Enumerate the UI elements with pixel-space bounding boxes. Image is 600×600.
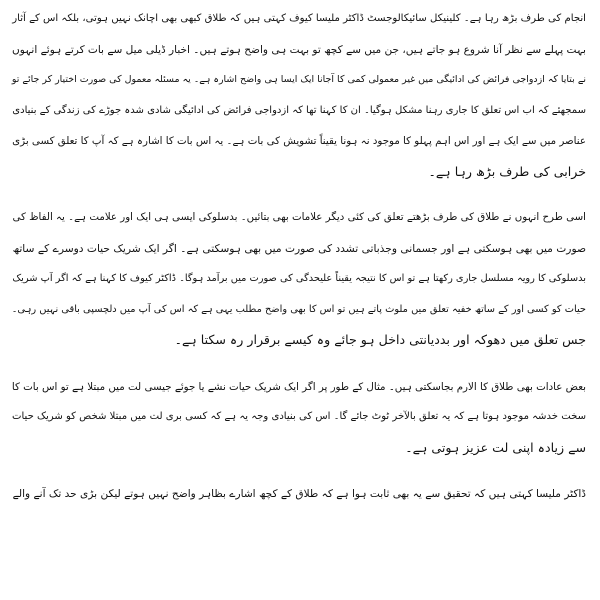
text-line: عناصر میں سے ایک ہے اور اس اہم پہلو کا موجود نہ ہونا یقیناً تشویش کی بات ہے۔ یہ اس بات کا اشارہ ہے کہ آپ کا تعلق کسی بڑی: [12, 135, 586, 147]
text-line: اسی طرح انہوں نے طلاق کی طرف بڑھتے تعلق کی کئی دیگر علامات بھی بتائیں۔ بدسلوکی ایسی ہی ایک اور علامت ہے۔ یہ الفاظ کی: [12, 212, 586, 223]
text-line: بہت پہلے سے نظر آنا شروع ہو جاتے ہیں، جن میں سے کچھ تو بہت ہی واضح ہوتے ہیں۔ اخبار ڈیلی میل سے بات کرتے ہوئے انہوں: [12, 43, 586, 56]
text-line: نے بتایا کہ ازدواجی فرائض کی ادائیگی میں غیر معمولی کمی کا آجانا ایک ایسا ہی واضح اشارہ ہے۔ یہ مسئلہ معمول کی صورت اختیار کر جائے تو: [11, 74, 586, 85]
text-line: حیات کو کسی اور کے ساتھ خفیہ تعلق میں ملوث پاتے ہیں تو اس کا بھی واضح مطلب یہی ہے کہ اس کی آپ میں دلچسپی باقی نہیں رہی۔: [11, 303, 586, 315]
paragraph-3: [12, 372, 586, 464]
paragraph-4: [12, 479, 586, 510]
paragraph-1: [12, 4, 586, 187]
text-line: صورت میں بھی ہوسکتی ہے اور جسمانی وجذباتی تشدد کی صورت میں بھی ہوسکتی ہے۔ اگر ایک شریک حیات دوسرے کے ساتھ: [12, 241, 586, 255]
text-line: سے زیادہ اپنی لت عزیز ہوتی ہے۔: [405, 439, 586, 455]
text-line: سمجھئے کہ اب اس تعلق کا جاری رہنا مشکل ہوگیا۔ ان کا کہنا تھا کہ ازدواجی فرائض کی ادائیگی شادی شدہ جوڑے کی زندگی کے بنیادی: [12, 104, 586, 116]
text-line: انجام کی طرف بڑھ رہا ہے۔ کلینیکل سائیکالوجسٹ ڈاکٹر ملیسا کیوف کہتی ہیں کہ طلاق کبھی بھی اچانک نہیں ہوتی، بلکہ اس کے آثار: [12, 13, 586, 24]
text-line: بدسلوکی کا رویہ مسلسل جاری رکھتا ہے تو اس کا نتیجہ یقیناً علیحدگی کی صورت میں برآمد ہوگا۔ ڈاکٹر کیوف کا کہنا ہے کہ اگر آپ شریک: [12, 273, 586, 284]
paragraph-2: [12, 203, 586, 356]
text-line: خرابی کی طرف بڑھ رہا ہے۔: [428, 163, 586, 179]
text-line: بعض عادات بھی طلاق کا الارم بجاسکتی ہیں۔ مثال کے طور پر اگر ایک شریک حیات نشے یا جوئے جیسی لت میں مبتلا ہے تو اس بات کا: [11, 380, 586, 393]
text-line: سخت خدشہ موجود ہوتا ہے کہ یہ تعلق بالآخر ٹوٹ جائے گا۔ اس کی بنیادی وجہ یہ ہے کہ کسی بری لت میں مبتلا شخص کو شریک حیات: [12, 411, 586, 422]
text-line: ڈاکٹر ملیسا کہتی ہیں کہ تحقیق سے یہ بھی ثابت ہوا ہے کہ طلاق کے کچھ اشارے بظاہر واضح نہیں ہوتے لیکن بڑی حد تک آنے والے: [12, 488, 586, 500]
text-line: جس تعلق میں دھوکہ اور بددیانتی داخل ہو جائے وہ کیسے برقرار رہ سکتا ہے۔: [174, 332, 586, 347]
